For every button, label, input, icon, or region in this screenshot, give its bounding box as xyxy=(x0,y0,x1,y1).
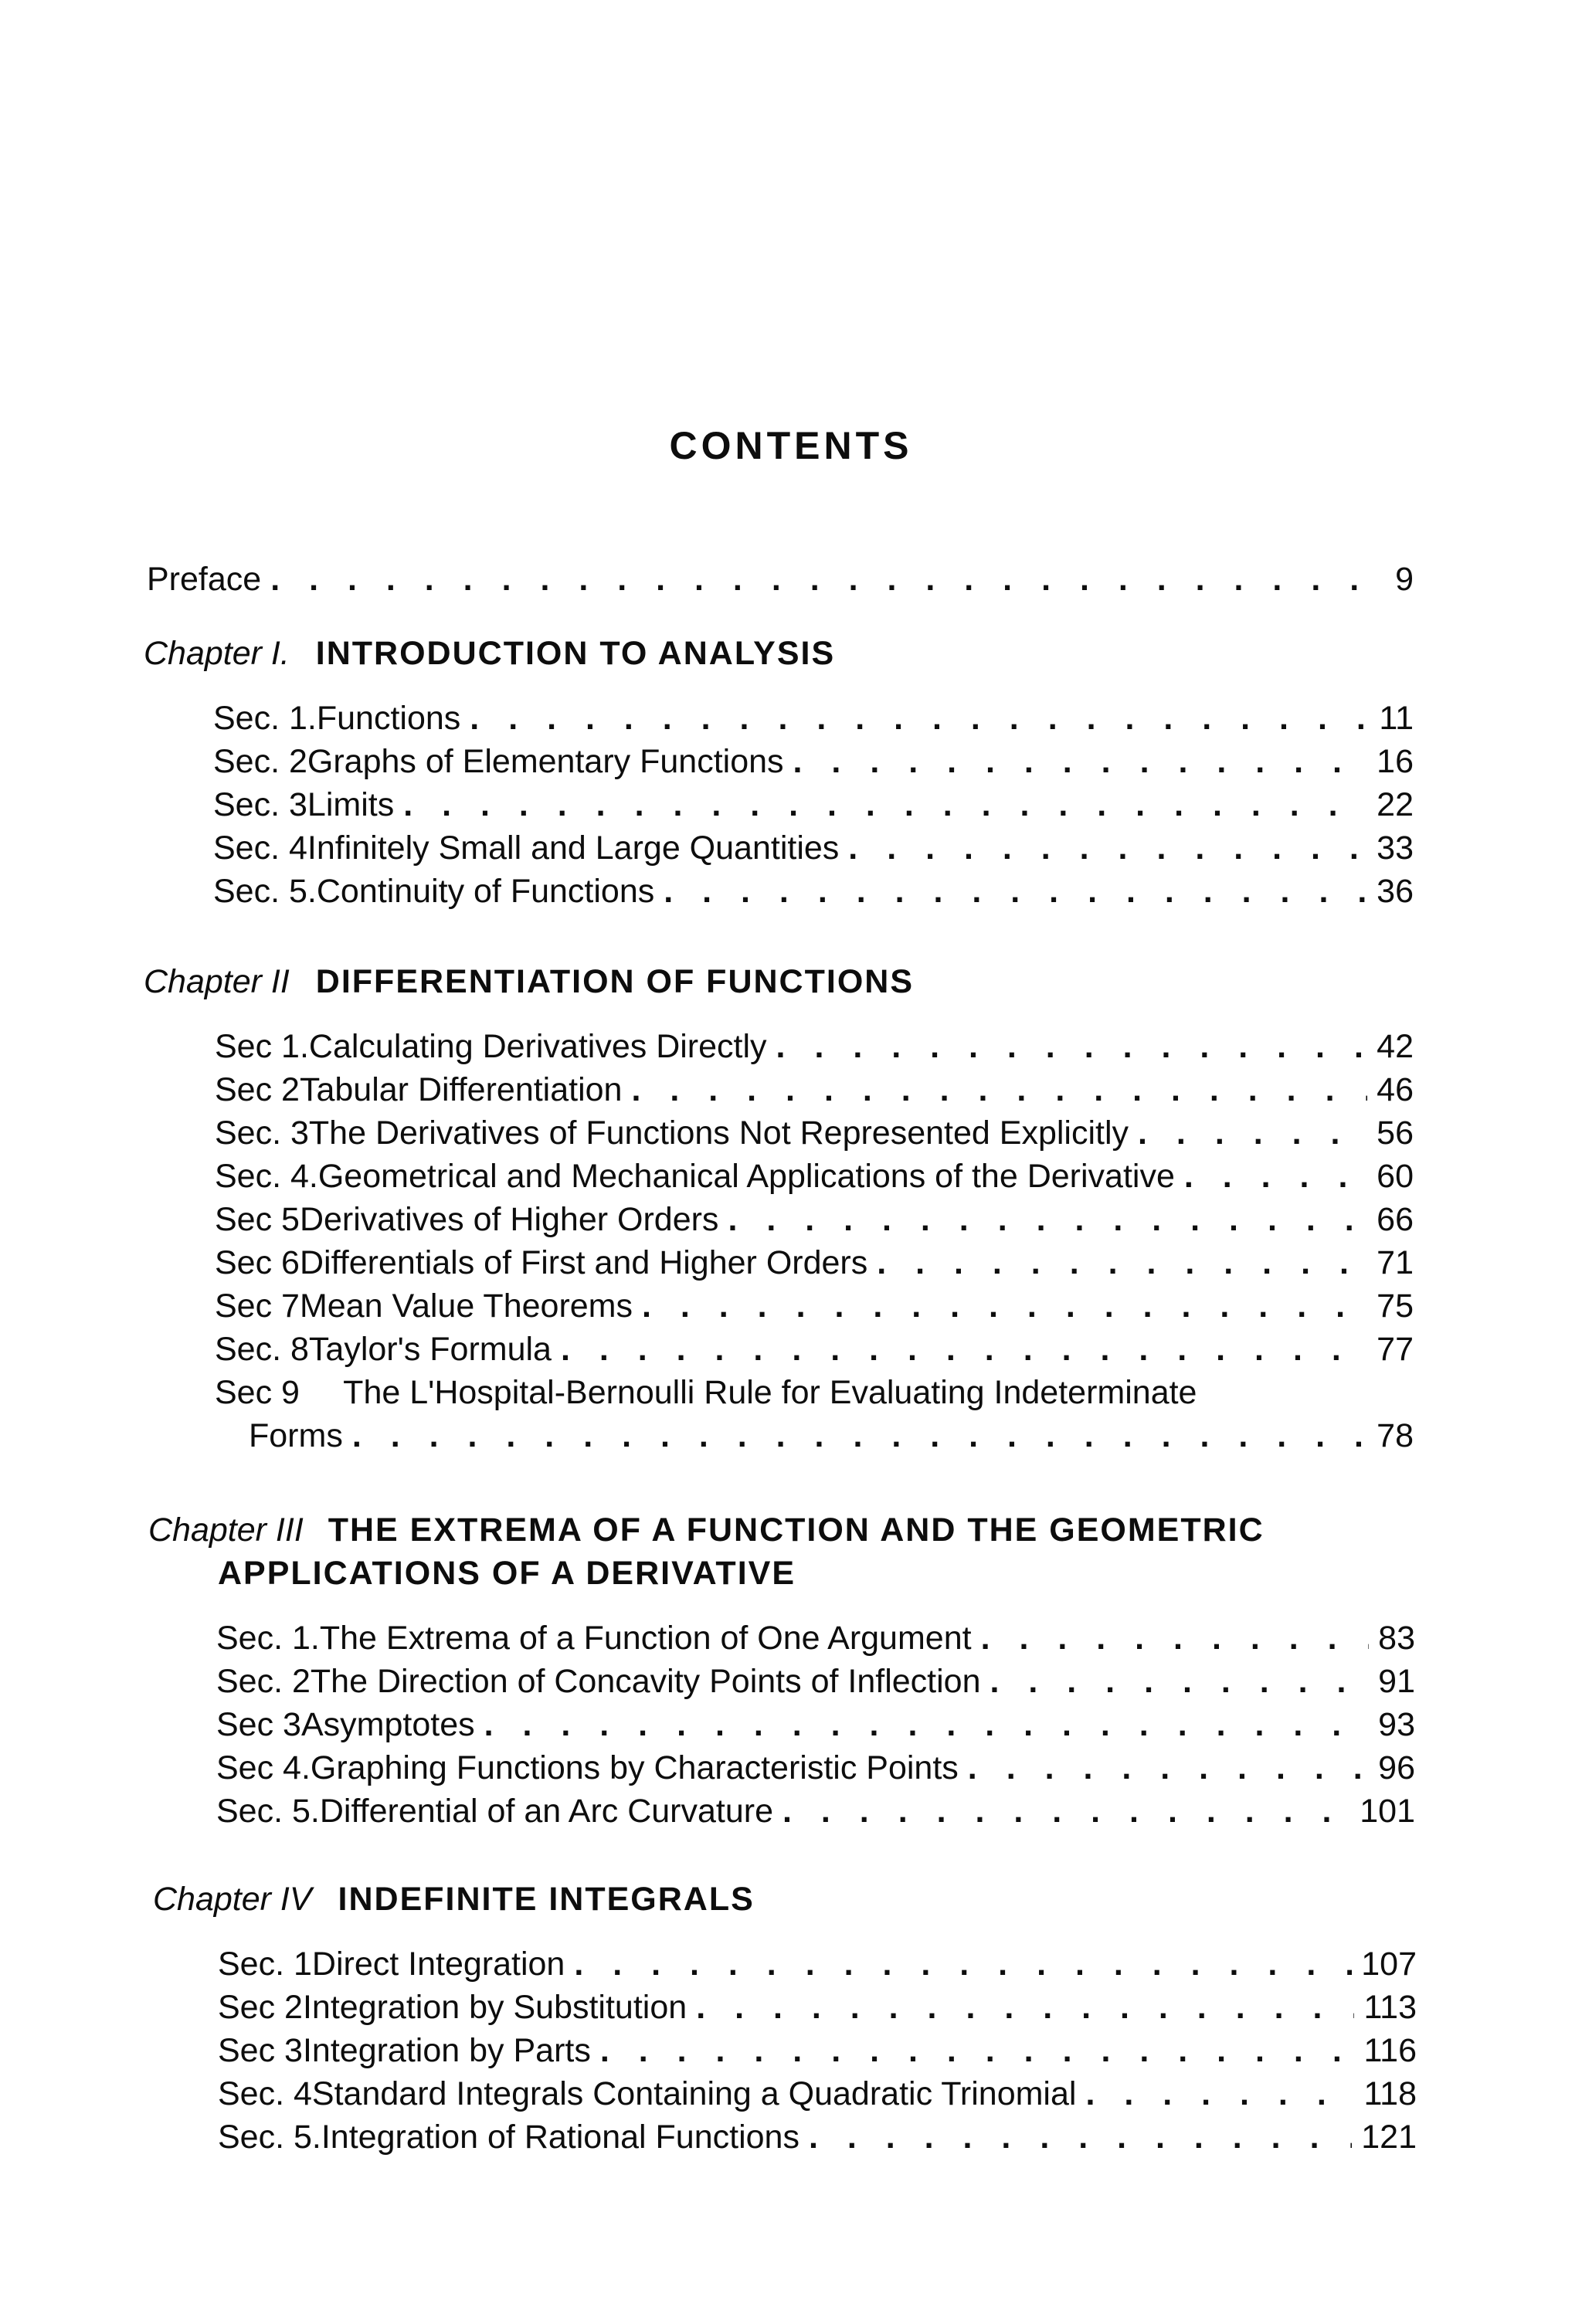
leader-dots xyxy=(642,1284,1367,1328)
leader-dots xyxy=(484,1703,1370,1746)
leader-dots xyxy=(990,1660,1370,1703)
section-number: Sec 7 xyxy=(215,1288,300,1325)
toc-entry[interactable] xyxy=(215,1328,1414,1371)
chapter-heading-cont xyxy=(218,1552,796,1595)
chapter-title-line1: THE EXTREMA OF A FUNCTION AND THE GEOMETRIC xyxy=(328,1511,1265,1549)
chapter-title: INTRODUCTION TO ANALYSIS xyxy=(315,635,836,672)
entry-page: 75 xyxy=(1377,1288,1414,1325)
entry-title: Standard Integrals Containing a Quadratic Trinomial xyxy=(311,2075,1077,2112)
entry-page: 46 xyxy=(1377,1071,1414,1108)
leader-dots xyxy=(470,697,1370,740)
entry-page: 9 xyxy=(1395,561,1414,598)
toc-entry-preface[interactable] xyxy=(147,558,1414,601)
leader-dots xyxy=(728,1198,1367,1241)
leader-dots xyxy=(403,783,1367,826)
leader-dots xyxy=(1184,1155,1367,1198)
toc-entry[interactable] xyxy=(213,697,1414,740)
toc-entry[interactable] xyxy=(218,2029,1417,2072)
entry-title: Integration by Substitution xyxy=(302,1989,687,2026)
chapter-heading xyxy=(144,632,835,675)
leader-dots xyxy=(783,1790,1350,1833)
leader-dots xyxy=(793,740,1368,783)
entry-title: Integration of Rational Functions xyxy=(321,2119,799,2156)
entry-page: 113 xyxy=(1363,1989,1417,2026)
section-number: Sec. 3 xyxy=(213,786,307,823)
entry-title: Preface xyxy=(147,561,262,598)
entry-page: 107 xyxy=(1361,1946,1417,1983)
section-number: Sec 5 xyxy=(215,1201,300,1238)
chapter-heading xyxy=(153,1878,755,1921)
leader-dots xyxy=(561,1328,1367,1371)
entry-page: 78 xyxy=(1377,1417,1414,1454)
chapter-label: Chapter III xyxy=(148,1511,304,1549)
toc-entry[interactable] xyxy=(215,1111,1414,1155)
section-number: Sec. 5. xyxy=(213,873,317,910)
chapter-label: Chapter I. xyxy=(144,635,290,672)
section-number: Sec. 2 xyxy=(213,743,307,780)
leader-dots xyxy=(877,1241,1367,1284)
toc-entry[interactable] xyxy=(218,2115,1417,2159)
toc-entry[interactable] xyxy=(213,740,1414,783)
entry-page: 83 xyxy=(1378,1620,1415,1657)
section-number: Sec 1. xyxy=(215,1028,309,1065)
toc-entry[interactable] xyxy=(213,783,1414,826)
toc-entry[interactable] xyxy=(218,2072,1417,2115)
section-number: Sec 6 xyxy=(215,1244,300,1281)
toc-entry[interactable] xyxy=(215,1155,1414,1198)
entry-page: 91 xyxy=(1378,1663,1415,1700)
section-number: Sec 2 xyxy=(215,1071,300,1108)
entry-page: 96 xyxy=(1378,1749,1415,1786)
leader-dots xyxy=(664,870,1367,913)
chapter-title: INDEFINITE INTEGRALS xyxy=(338,1881,755,1918)
entry-title: Calculating Derivatives Directly xyxy=(308,1028,767,1065)
section-number: Sec. 5. xyxy=(216,1793,320,1830)
entry-page: 33 xyxy=(1377,830,1414,867)
entry-page: 16 xyxy=(1377,743,1414,780)
section-number: Sec. 4 xyxy=(218,2075,312,2112)
section-number: Sec 3 xyxy=(216,1706,301,1743)
leader-dots xyxy=(270,558,1373,601)
entry-title-line1: The L'Hospital-Bernoulli Rule for Evaluating Indeterminate xyxy=(343,1374,1197,1411)
toc-entry[interactable] xyxy=(216,1703,1415,1746)
leader-dots xyxy=(981,1617,1370,1660)
section-number: Sec. 1. xyxy=(216,1620,320,1657)
leader-dots xyxy=(776,1025,1368,1068)
toc-entry[interactable] xyxy=(215,1284,1414,1328)
entry-title: Differential of an Arc Curvature xyxy=(319,1793,774,1830)
entry-title: Graphs of Elementary Functions xyxy=(307,743,784,780)
section-number: Sec. 5. xyxy=(218,2119,321,2156)
toc-entry[interactable] xyxy=(216,1617,1415,1660)
entry-title: The Extrema of a Function of One Argument xyxy=(319,1620,972,1657)
chapter-title: DIFFERENTIATION OF FUNCTIONS xyxy=(315,963,914,1000)
entry-title: Mean Value Theorems xyxy=(299,1288,633,1325)
section-number: Sec. 1 xyxy=(218,1946,312,1983)
entry-page: 77 xyxy=(1377,1331,1414,1368)
toc-entry[interactable] xyxy=(215,1068,1414,1111)
leader-dots xyxy=(1085,2072,1354,2115)
entry-title: Direct Integration xyxy=(311,1946,565,1983)
section-number: Sec. 8 xyxy=(215,1331,309,1368)
leader-dots xyxy=(968,1746,1369,1790)
toc-entry[interactable] xyxy=(215,1198,1414,1241)
section-number: Sec 4. xyxy=(216,1749,311,1786)
chapter-label: Chapter IV xyxy=(153,1881,312,1918)
entry-title: Functions xyxy=(316,700,461,737)
leader-dots xyxy=(574,1942,1352,1986)
entry-page: 36 xyxy=(1377,873,1414,910)
section-number: Sec. 4 xyxy=(213,830,307,867)
chapter-title-line2: APPLICATIONS OF A DERIVATIVE xyxy=(218,1555,796,1592)
page-title: CONTENTS xyxy=(669,424,913,467)
leader-dots xyxy=(696,1986,1354,2029)
entry-title: Graphing Functions by Characteristic Points xyxy=(310,1749,959,1786)
entry-title: Limits xyxy=(307,786,395,823)
leader-dots xyxy=(352,1414,1367,1457)
entry-page: 60 xyxy=(1377,1158,1414,1195)
entry-page: 116 xyxy=(1363,2032,1417,2069)
toc-entry[interactable] xyxy=(216,1746,1415,1790)
entry-page: 66 xyxy=(1377,1201,1414,1238)
section-number: Sec. 1. xyxy=(213,700,317,737)
entry-page: 118 xyxy=(1363,2075,1417,2112)
entry-page: 56 xyxy=(1377,1115,1414,1152)
leader-dots xyxy=(848,826,1367,870)
entry-title: Integration by Parts xyxy=(302,2032,591,2069)
toc-entry-wrapped[interactable] xyxy=(215,1371,1197,1414)
chapter-heading xyxy=(144,960,914,1003)
toc-entry[interactable] xyxy=(216,1660,1415,1703)
chapter-heading xyxy=(148,1508,1415,1552)
entry-title: The Direction of Concavity Points of Inflection xyxy=(310,1663,981,1700)
toc-entry-wrapped-cont[interactable] xyxy=(249,1414,1414,1457)
entry-title: Differentials of First and Higher Orders xyxy=(299,1244,868,1281)
section-number: Sec. 4. xyxy=(215,1158,318,1195)
toc-entry[interactable] xyxy=(216,1790,1415,1833)
section-number: Sec 3 xyxy=(218,2032,303,2069)
leader-dots xyxy=(631,1068,1367,1111)
section-number: Sec. 2 xyxy=(216,1663,311,1700)
entry-page: 121 xyxy=(1361,2119,1417,2156)
entry-page: 42 xyxy=(1377,1028,1414,1065)
section-number: Sec. 3 xyxy=(215,1115,309,1152)
entry-title: Geometrical and Mechanical Applications of the Derivative xyxy=(317,1158,1175,1195)
toc-entry[interactable] xyxy=(218,1942,1417,1986)
entry-title: Tabular Differentiation xyxy=(299,1071,623,1108)
leader-dots xyxy=(809,2115,1352,2159)
entry-title: Taylor's Formula xyxy=(308,1331,552,1368)
entry-page: 93 xyxy=(1378,1706,1415,1743)
toc-entry[interactable] xyxy=(213,870,1414,913)
toc-entry[interactable] xyxy=(215,1241,1414,1284)
toc-entry[interactable] xyxy=(213,826,1414,870)
entry-page: 22 xyxy=(1377,786,1414,823)
entry-page: 101 xyxy=(1360,1793,1415,1830)
toc-entry[interactable] xyxy=(215,1025,1414,1068)
entry-title: Infinitely Small and Large Quantities xyxy=(307,830,840,867)
entry-title: Continuity of Functions xyxy=(316,873,655,910)
leader-dots xyxy=(1138,1111,1367,1155)
entry-title: The Derivatives of Functions Not Represented Explicitly xyxy=(308,1115,1129,1152)
chapter-label: Chapter II xyxy=(144,963,290,1000)
entry-page: 71 xyxy=(1377,1244,1414,1281)
entry-page: 11 xyxy=(1379,700,1414,737)
section-number: Sec 2 xyxy=(218,1989,303,2026)
entry-title: Asymptotes xyxy=(300,1706,475,1743)
section-number: Sec 9 xyxy=(215,1374,300,1411)
leader-dots xyxy=(600,2029,1355,2072)
entry-title-line2: Forms xyxy=(249,1417,343,1454)
entry-title: Derivatives of Higher Orders xyxy=(299,1201,719,1238)
toc-entry[interactable] xyxy=(218,1986,1417,2029)
